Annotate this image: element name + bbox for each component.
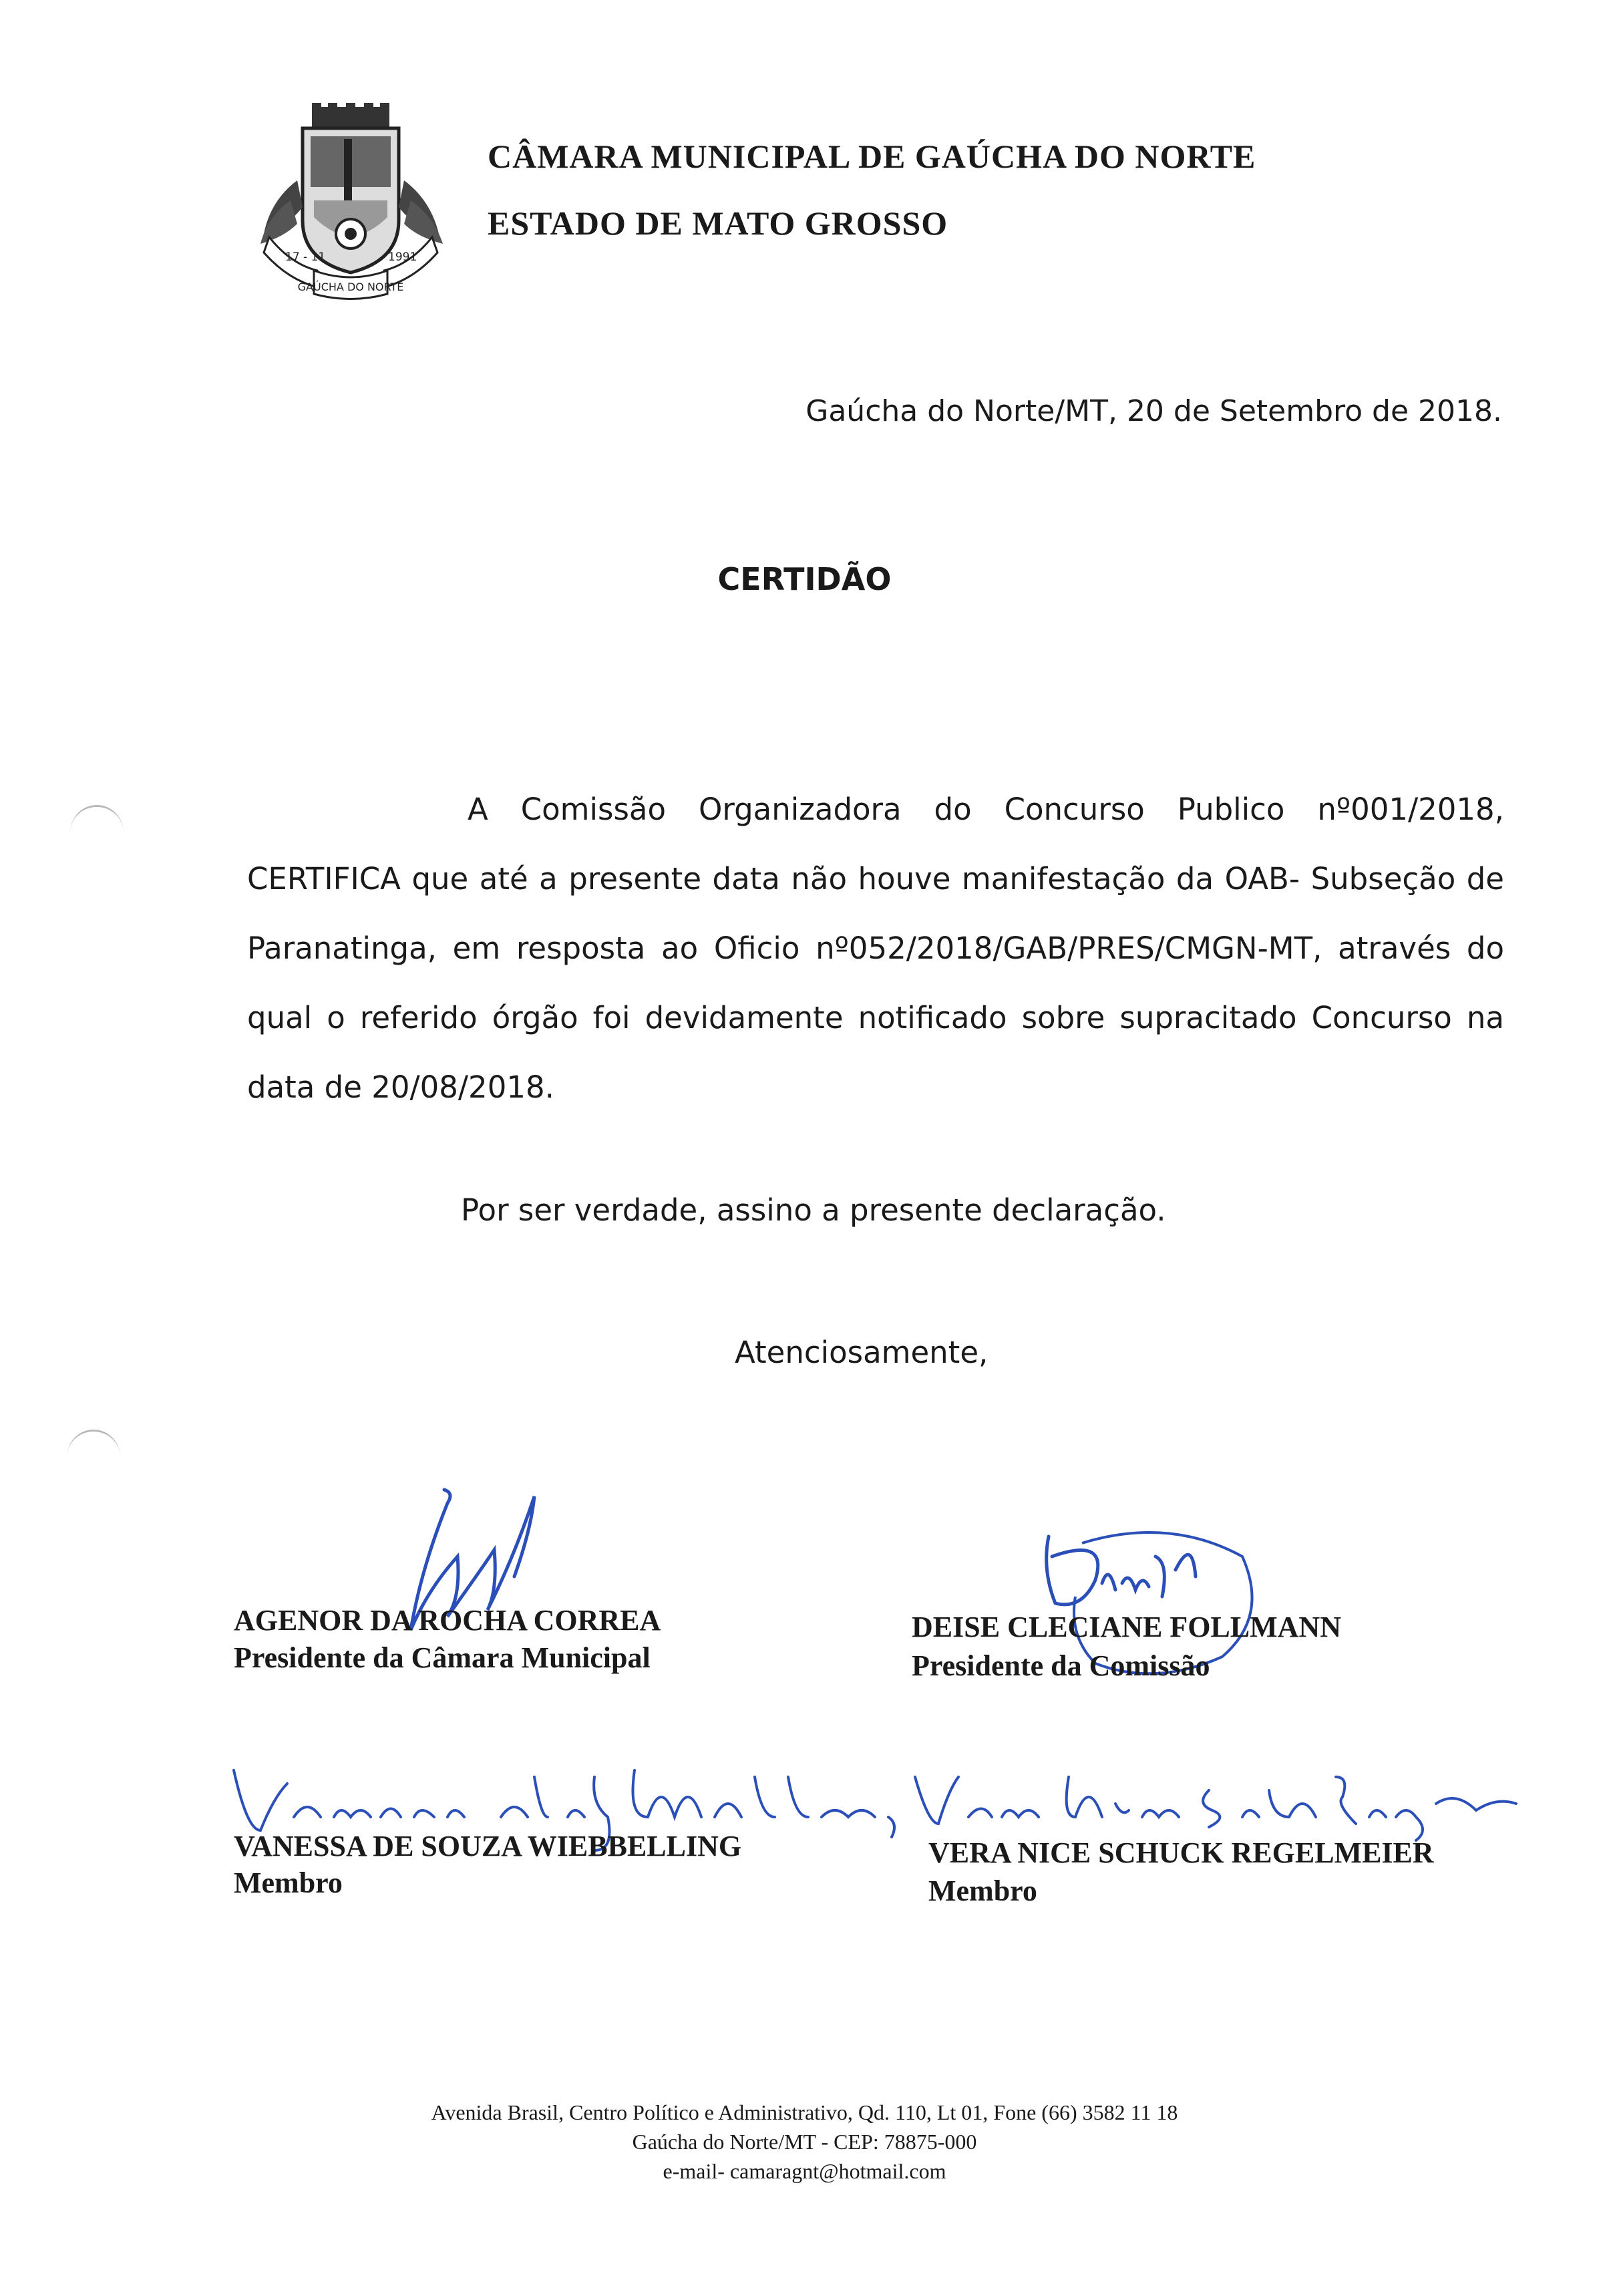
certificate-body: [247, 775, 1504, 1122]
footer-address: Avenida Brasil, Centro Político e Administrativo, Qd. 110, Lt 01, Fone (66) 3582 11 18: [431, 2100, 1178, 2124]
signature-role-president-commission: Presidente da Comissão: [912, 1649, 1210, 1682]
signature-role-president-council: Presidente da Câmara Municipal: [234, 1641, 651, 1674]
punch-hole-mark: [70, 805, 124, 860]
signature-name-president-commission: DEISE CLECIANE FOLLMANN: [912, 1611, 1341, 1643]
signature-name-member-vanessa: VANESSA DE SOUZA WIEBBELLING: [234, 1830, 742, 1862]
place-date: Gaúcha do Norte/MT, 20 de Setembro de 2018.: [806, 394, 1502, 428]
footer-email: e-mail- camaragnt@hotmail.com: [663, 2159, 946, 2183]
signature-scribble-vera: [908, 1764, 1523, 1844]
footer-contact: [0, 2098, 1609, 2186]
closing-statement: Por ser verdade, assino a presente declaração.: [461, 1192, 1166, 1228]
municipal-coat-of-arms-icon: [250, 100, 451, 301]
regards: Atenciosamente,: [735, 1335, 989, 1370]
institution-title: CÂMARA MUNICIPAL DE GAÚCHA DO NORTE: [488, 138, 1256, 175]
signature-name-president-council: AGENOR DA ROCHA CORREA: [234, 1604, 661, 1637]
signature-role-member-vanessa: Membro: [234, 1866, 343, 1899]
punch-hole-mark: [67, 1430, 120, 1485]
document-title: CERTIDÃO: [717, 561, 892, 597]
crest-right-year: 1991: [388, 251, 417, 264]
crest-ribbon-text: GAÚCHA DO NORTE: [297, 281, 404, 293]
state-title: ESTADO DE MATO GROSSO: [488, 204, 948, 242]
signature-name-member-vera: VERA NICE SCHUCK REGELMEIER: [928, 1836, 1434, 1869]
footer-city-cep: Gaúcha do Norte/MT - CEP: 78875-000: [632, 2130, 977, 2154]
body-paragraph: A Comissão Organizadora do Concurso Publico nº001/2018, CERTIFICA que até a presente data não houve manifestação da OAB- Subseção de Paranatinga, em resposta ao Oficio nº052/2018/GAB/PRES/CMGN-MT, através do qual o referido órgão foi devidamente notificado sobre supracitado Concurso na data de 20/08/2018.: [247, 792, 1504, 1105]
crest-left-year: 17 - 11: [285, 251, 326, 264]
signature-role-member-vera: Membro: [928, 1874, 1037, 1907]
